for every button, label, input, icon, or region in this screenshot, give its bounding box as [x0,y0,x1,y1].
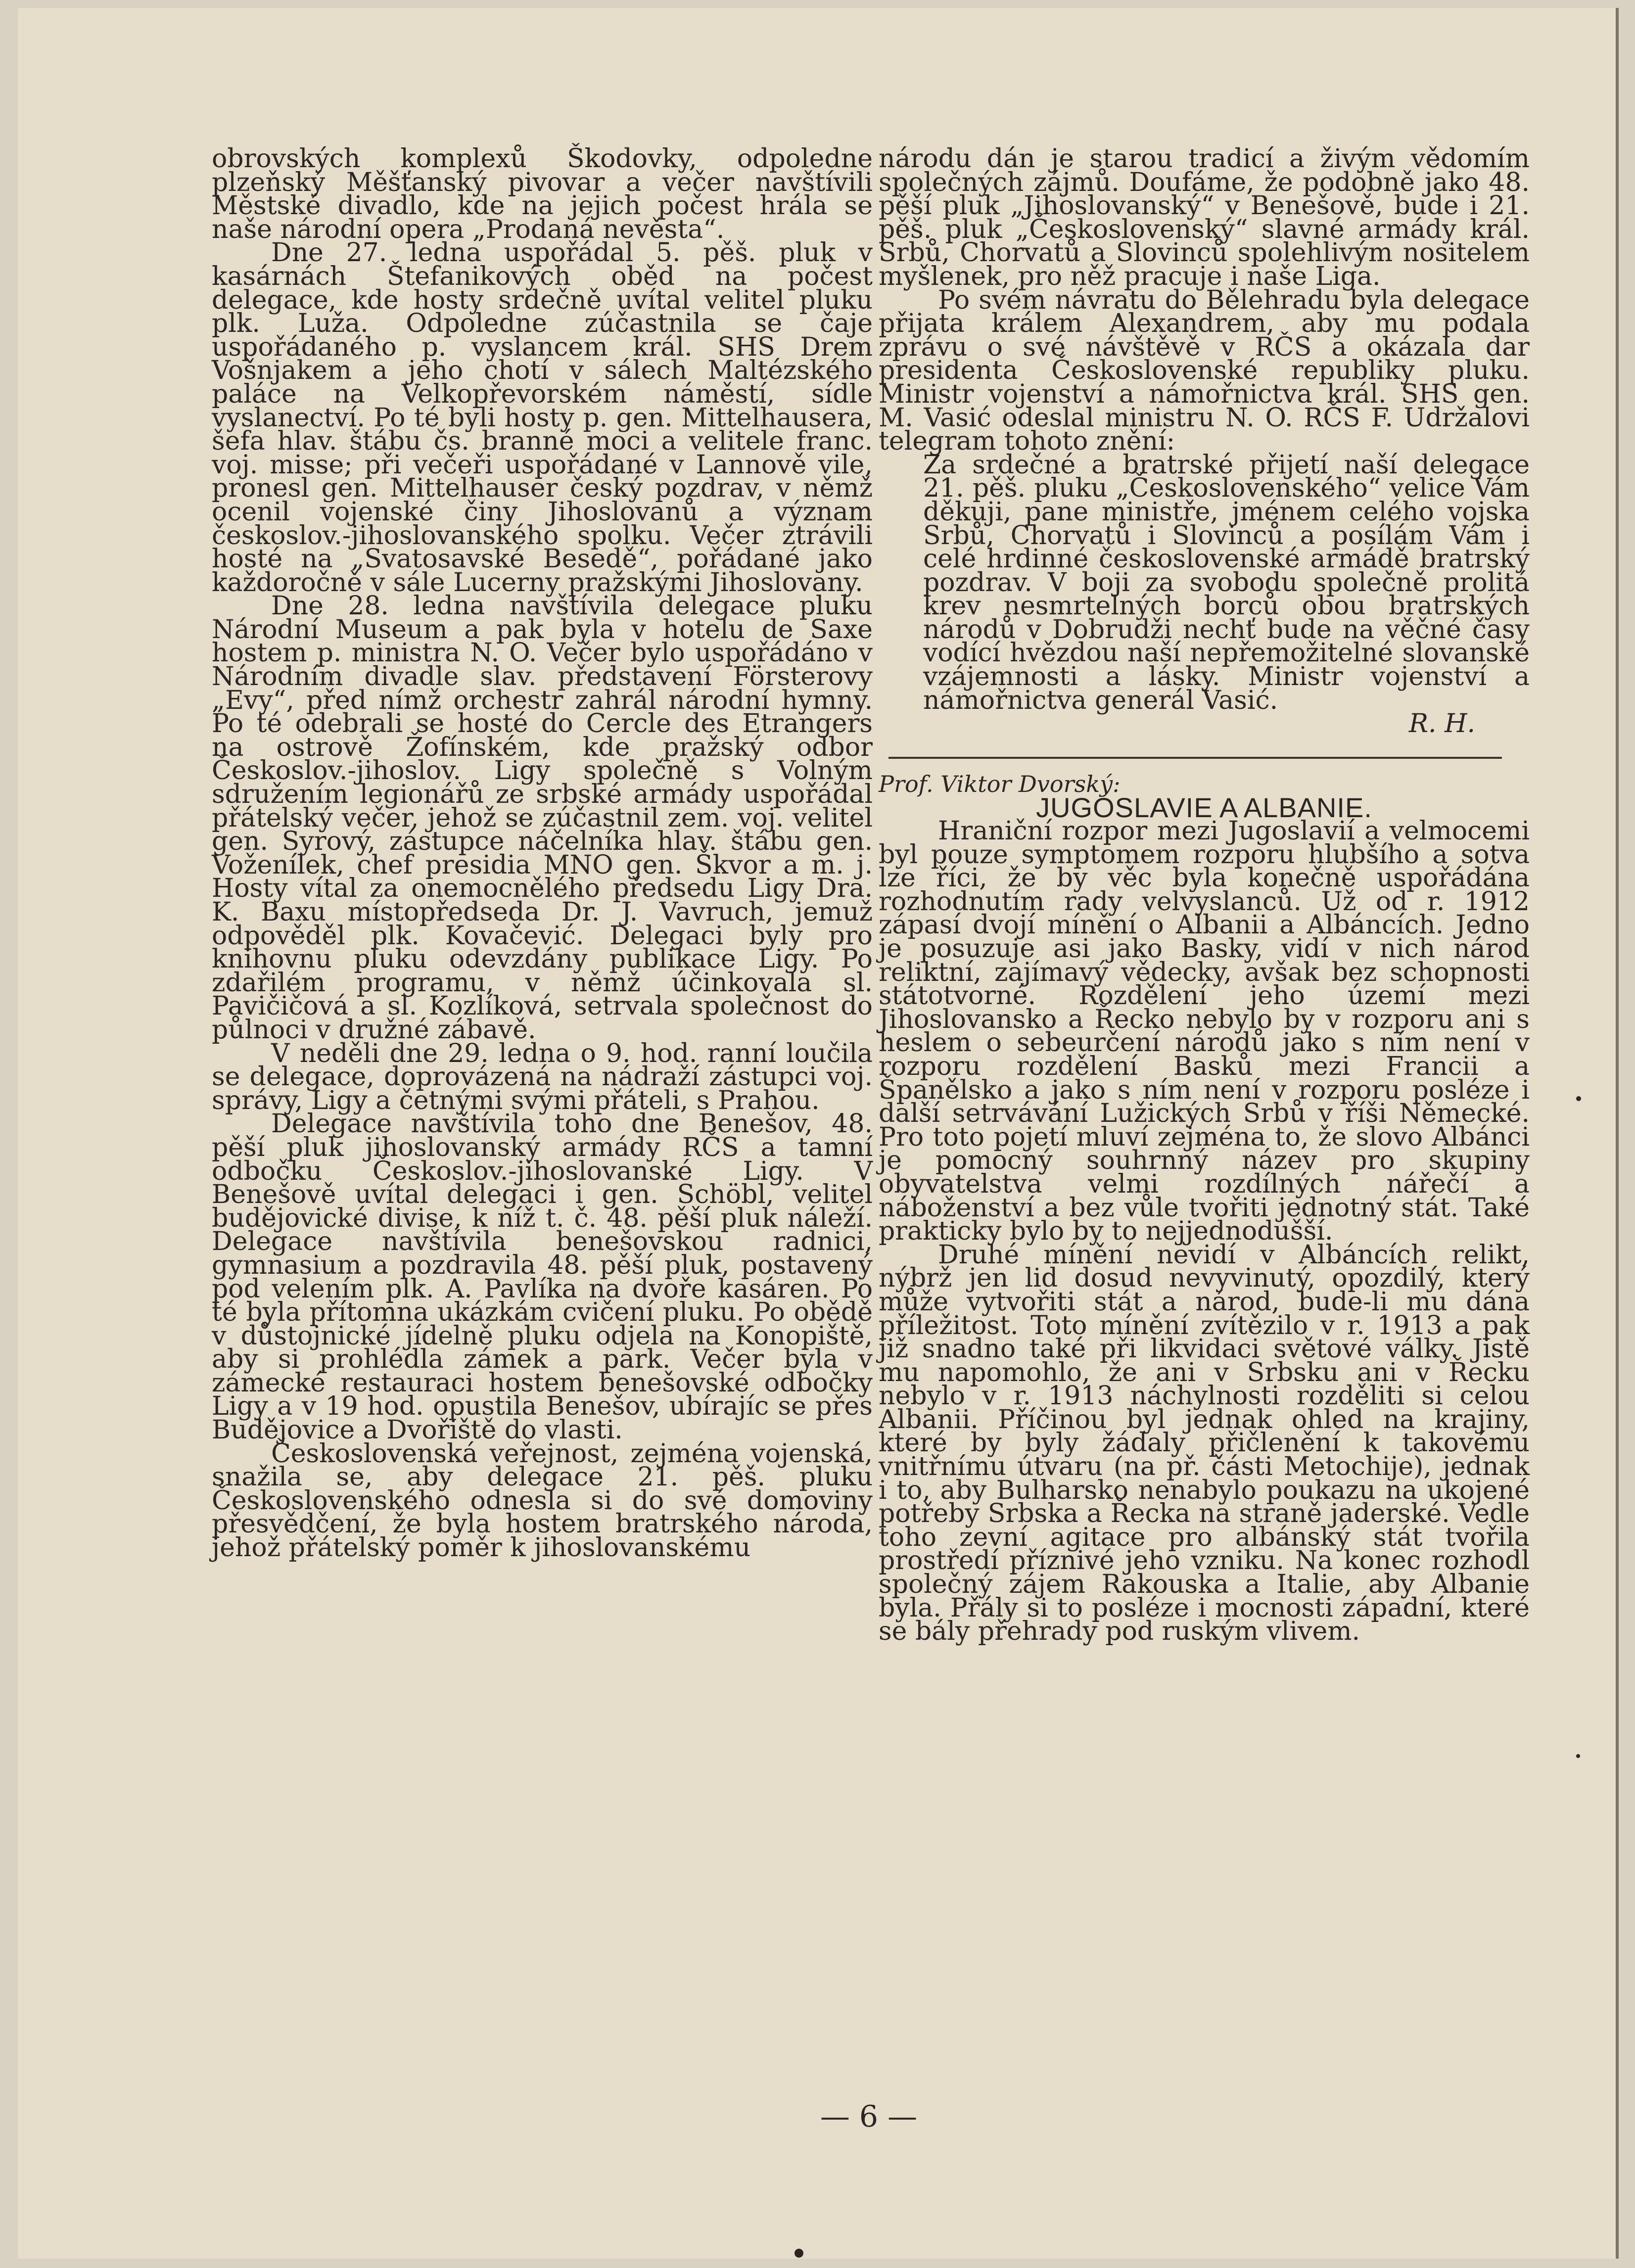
left-paragraph: Dne 28. ledna navštívila delegace pluku Národní Museum a pak byla v hotelu de Saxe hostem p. ministra N. O. Večer bylo uspořádáno v Národním divadle slav. představení Försterovy „Evy“, před nímž orchestr zahrál národní hymny. Po té odebrali se hosté do Cercle des Etrangers na ostrově Žofínském, kde pražský odbor Českoslov.-jihoslov. Ligy společně s Volným sdružením legionářů ze srbské armády uspořádal přátelský večer, jehož se zúčastnil zem. voj. velitel gen. Syrový, zástupce náčelníka hlav. štábu gen. Voženílek, chef presidia MNO gen. Škvor a m. j. Hosty vítal za onemocnělého předsedu Ligy Dra. K. Baxu místopředseda Dr. J. Vavruch, jemuž odpověděl plk. Kovačević. Delegaci byly pro knihovnu pluku odevzdány publikace Ligy. Po zdařilém programu, v němž účinkovala sl. Pavičičová a sl. Kozlíková, setrvala společnost do půlnoci v družné zábavě. [212,591,873,1045]
article-paragraph: Druhé mínění nevidí v Albáncích relikt, nýbrž jen lid dosud nevyvinutý, opozdilý, který může vytvořiti stát a národ, bude-li mu dána příležitost. Toto mínění zvítězilo v r. 1913 a pak již snadno také při likvidaci světové války. Jistě mu napomohlo, že ani v Srbsku ani v Řecku nebylo v r. 1913 náchylnosti rozděliti si celou Albanii. Příčinou byl jednak ohled na krajiny, které by byly žádaly přičlenění k takovému vnitřnímu útvaru (na př. části Metochije), jednak i to, aby Bulharsko nenabylo poukazu na ukojené potřeby Srbska a Řecka na straně jaderské. Vedle toho zevní agitace pro albánský stát tvořila prostředí příznivé jeho vzniku. Na konec rozhodl společný zájem Rakouska a Italie, aby Albanie byla. Přály si to posléze i mocnosti západní, které se bály přehrady pod ruským vlivem. [879,1240,1530,1647]
signature: R. H. [1408,709,1475,739]
article-byline: Prof. Viktor Dvorský: [879,770,1121,797]
print-speck [1576,1754,1580,1758]
page-number: — 6 — [820,2099,918,2134]
print-speck [1576,1096,1581,1101]
page [18,8,1619,2259]
right-column [879,144,1530,1647]
article-title: JUGOSLAVIE A ALBANIE. [1036,792,1372,824]
print-speck [794,2249,803,2258]
left-paragraph: Delegace navštívila toho dne Benešov, 48. pěší pluk jihoslovanský armády RČS a tamní odbočku Českoslov.-jihoslovanské Ligy. V Benešově uvítal delegaci i gen. Schöbl, velitel budějovické divise, k níž t. č. 48. pěší pluk náleží. Delegace navštívila benešovskou radnici, gymnasium a pozdravila 48. pěší pluk, postavený pod velením plk. A. Pavlíka na dvoře kasáren. Po té byla přítomna ukázkám cvičení pluku. Po obědě v důstojnické jídelně pluku odjela na Konopiště, aby si prohlédla zámek a park. Večer byla v zámecké restauraci hostem benešovské odbočky Ligy a v 19 hod. opustila Benešov, ubírajíc se přes Budějovice a Dvořiště do vlasti. [212,1109,873,1445]
left-paragraph: obrovských komplexů Škodovky, odpoledne plzeňský Měšťanský pivovar a večer navštívili Městské divadlo, kde na jejich počest hrála se naše národní opera „Prodaná nevěsta“. [212,144,873,244]
right-paragraph: Po svém návratu do Bělehradu byla delegace přijata králem Alexandrem, aby mu podala zprávu o své návštěvě v RČS a okázala dar presidenta Československé republiky pluku. Ministr vojenství a námořnictva král. SHS gen. M. Vasić odeslal ministru N. O. RČS F. Udržalovi telegram tohoto znění: [879,285,1530,457]
telegram-quote: Za srdečné a bratrské přijetí naší delegace 21. pěš. pluku „Československého“ velice Vám děkuji, pane ministře, jménem celého vojska Srbů, Chorvatů i Slovinců a posílám Vám i celé hrdinné československé armádě bratrský pozdrav. V boji za svobodu společně prolitá krev nesmrtelných borců obou bratrských národů v Dobrudži nechť bude na věčné časy vodící hvězdou naší nepřemožitelné slovanské vzájemnosti a lásky. Ministr vojenství a námořnictva generál Vasić. [923,450,1530,715]
article-paragraph: Hraniční rozpor mezi Jugoslavií a velmocemi byl pouze symptomem rozporu hlubšího a sotva lze říci, že by věc byla konečně uspořádána rozhodnutím rady velvyslanců. Už od r. 1912 zápasí dvojí mínění o Albanii a Albáncích. Jedno je posuzuje asi jako Basky, vidí v nich národ reliktní, zajímavý vědecky, avšak bez schopnosti státotvorné. Rozdělení jeho území mezi Jihoslovansko a Řecko nebylo by v rozporu ani s heslem o sebeurčení národů jako s ním není v rozporu rozdělení Basků mezi Francii a Španělsko a jako s ním není v rozporu posléze i další setrvávání Lužických Srbů v říši Německé. Pro toto pojetí mluví zejména to, že slovo Albánci je pomocný souhrnný název pro skupiny obyvatelstva velmi rozdílných nářečí a náboženství a bez vůle tvořiti jednotný stát. Také prakticky bylo by to nejjednodušší. [879,816,1530,1247]
left-paragraph: Dne 27. ledna uspořádal 5. pěš. pluk v kasárnách Štefanikových oběd na počest delegace, kde hosty srdečně uvítal velitel pluku plk. Luža. Odpoledne zúčastnila se čaje uspořádaného p. vyslancem král. SHS Drem Vošnjakem a jeho chotí v sálech Maltézského paláce na Velkopřevorském náměstí, sídle vyslanectví. Po té byli hosty p. gen. Mittelhausera, šefa hlav. štábu čs. branné moci a velitele franc. voj. misse; při večeři uspořádané v Lannově vile, pronesl gen. Mittelhauser český pozdrav, v němž ocenil vojenské činy Jihoslovanů a význam českoslov.-jihoslovanského spolku. Večer ztrávili hosté na „Svatosavské Besedě“, pořádané jako každoročně v sále Lucerny pražskými Jihoslovany. [212,238,873,598]
left-paragraph: Československá veřejnost, zejména vojenská, snažila se, aby delegace 21. pěš. pluku Československého odnesla si do své domoviny přesvědčení, že byla hostem bratrského národa, jehož přátelský poměr k jihoslovanskému [212,1438,873,1563]
left-paragraph: V neděli dne 29. ledna o 9. hod. ranní loučila se delegace, doprovázená na nádraží zástupci voj. správy, Ligy a četnými svými přáteli, s Prahou. [212,1038,873,1115]
section-divider [888,757,1502,759]
left-column [212,144,873,1563]
right-paragraph: národu dán je starou tradicí a živým vědomím společných zájmů. Doufáme, že podobně jako 48. pěší pluk „Jihoslovanský“ v Benešově, bude i 21. pěš. pluk „Československý“ slavné armády král. Srbů, Chorvatů a Slovinců spolehlivým nositelem myšlenek, pro něž pracuje i naše Liga. [879,144,1530,291]
